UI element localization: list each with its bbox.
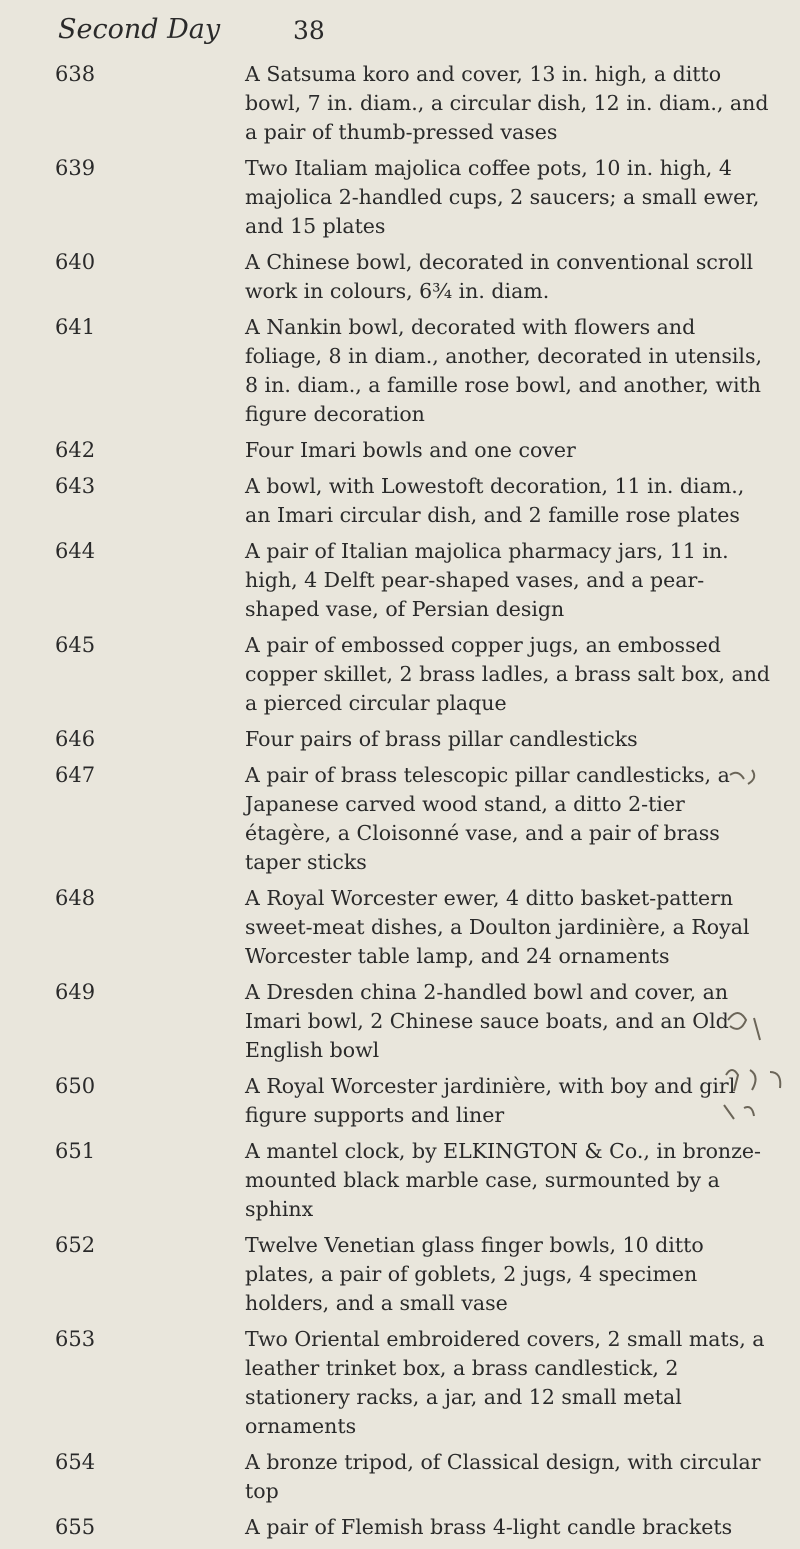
lot-item [0, 884, 800, 971]
lot-description: Two Oriental embroidered covers, 2 small mats, a leather trinket box, a brass candlestick, 2 stationery racks, a jar, and 12 small metal ornaments [245, 1327, 765, 1438]
lot-number: 655 [55, 1515, 96, 1539]
lot-description: A pair of Italian majolica pharmacy jars, 11 in. high, 4 Delft pear-shaped vases, and a pear-shaped vase, of Persian design [245, 539, 729, 621]
lot-description: A Satsuma koro and cover, 13 in. high, a ditto bowl, 7 in. diam., a circular dish, 12 in. diam., and a pair of thumb-pressed vases [245, 62, 769, 144]
lot-number: 647 [55, 763, 96, 787]
lot-item [0, 761, 800, 877]
lot-description: A pair of brass telescopic pillar candlesticks, a Japanese carved wood stand, a ditto 2-tier étagère, a Cloisonné vase, and a pair of brass taper sticks [245, 763, 730, 874]
lot-number: 638 [55, 62, 96, 86]
lot-item [0, 725, 800, 754]
lot-description: A pair of Flemish brass 4-light candle brackets [245, 1515, 733, 1539]
lot-description: Two Italiam majolica coffee pots, 10 in. high, 4 majolica 2-handled cups, 2 saucers; a small ewer, and 15 plates [245, 156, 760, 238]
lot-item [0, 1325, 800, 1441]
lot-number: 642 [55, 438, 96, 462]
lot-description: Twelve Venetian glass finger bowls, 10 ditto plates, a pair of goblets, 2 jugs, 4 specimen holders, and a small vase [245, 1233, 704, 1315]
lot-item [0, 1137, 800, 1224]
lot-number: 652 [55, 1233, 96, 1257]
lot-number: 641 [55, 315, 96, 339]
lot-description: A pair of embossed copper jugs, an embossed copper skillet, 2 brass ladles, a brass salt box, and a pierced circular plaque [245, 633, 771, 715]
page-number: 38 [293, 16, 325, 45]
lot-description: A Chinese bowl, decorated in conventional scroll work in colours, 6¾ in. diam. [245, 250, 754, 303]
lot-number: 650 [55, 1074, 96, 1098]
lot-item [0, 248, 800, 306]
lot-number: 644 [55, 539, 96, 563]
lot-list [0, 60, 800, 1549]
lot-item [0, 978, 800, 1065]
lot-description: A bowl, with Lowestoft decoration, 11 in. diam., an Imari circular dish, and 2 famille rose plates [245, 474, 745, 527]
lot-number: 653 [55, 1327, 96, 1351]
lot-item [0, 631, 800, 718]
day-heading: Second Day [58, 14, 221, 45]
lot-description: Four pairs of brass pillar candlesticks [245, 727, 638, 751]
lot-item [0, 1072, 800, 1130]
lot-description: A Royal Worcester ewer, 4 ditto basket-pattern sweet-meat dishes, a Doulton jardinière, a Royal Worcester table lamp, and 24 ornaments [245, 886, 750, 968]
lot-number: 643 [55, 474, 96, 498]
lot-description: Four Imari bowls and one cover [245, 438, 576, 462]
lot-number: 639 [55, 156, 96, 180]
lot-number: 646 [55, 727, 96, 751]
lot-number: 649 [55, 980, 96, 1004]
lot-description: A mantel clock, by ELKINGTON & Co., in bronze-mounted black marble case, surmounted by a sphinx [245, 1139, 761, 1221]
lot-item [0, 436, 800, 465]
lot-number: 654 [55, 1450, 96, 1474]
lot-number: 645 [55, 633, 96, 657]
lot-description: A bronze tripod, of Classical design, with circular top [245, 1450, 761, 1503]
lot-description: A Dresden china 2-handled bowl and cover, an Imari bowl, 2 Chinese sauce boats, and an Old English bowl [245, 980, 729, 1062]
lot-number: 640 [55, 250, 96, 274]
lot-item [0, 60, 800, 147]
lot-description: A Nankin bowl, decorated with flowers and foliage, 8 in diam., another, decorated in utensils, 8 in. diam., a famille rose bowl, and another, with figure decoration [245, 315, 763, 426]
lot-item [0, 313, 800, 429]
lot-description: A Royal Worcester jardinière, with boy and girl figure supports and liner [245, 1074, 736, 1127]
lot-item [0, 472, 800, 530]
lot-number: 648 [55, 886, 96, 910]
lot-item [0, 537, 800, 624]
lot-number: 651 [55, 1139, 96, 1163]
lot-item [0, 1448, 800, 1506]
lot-item [0, 1513, 800, 1542]
lot-item [0, 154, 800, 241]
lot-item [0, 1231, 800, 1318]
page-header [58, 14, 738, 48]
